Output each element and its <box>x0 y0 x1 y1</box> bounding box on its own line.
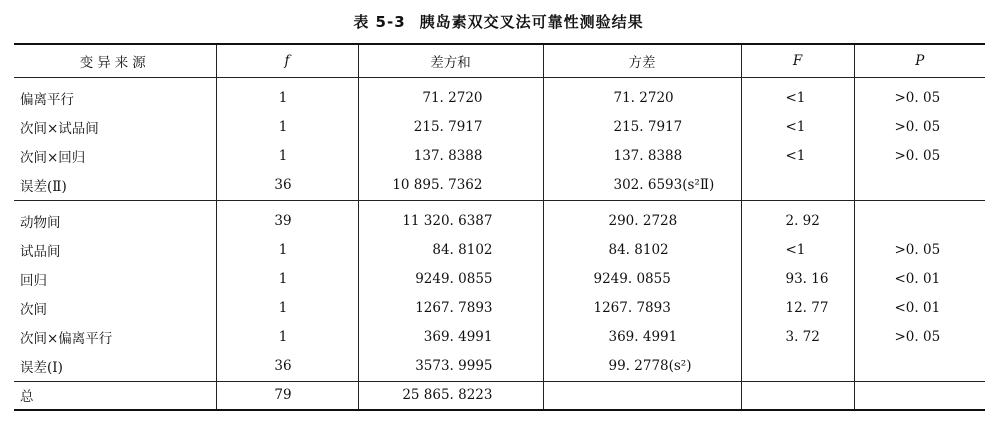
cell-P: >0. 05 <box>854 113 985 142</box>
cell-source: 次间×回归 <box>14 142 216 171</box>
cell-source: 偏离平行 <box>14 77 216 113</box>
cell-source: 次间×偏离平行 <box>14 323 216 352</box>
cell-source: 误差(Ⅱ) <box>14 171 216 201</box>
cell-P <box>854 352 985 382</box>
table-row <box>14 294 985 323</box>
cell-ms: 71. 2720 <box>543 77 741 113</box>
cell-ss: 9249. 0855 <box>358 265 543 294</box>
table-number: 表 5-3 <box>353 13 406 31</box>
cell-F <box>741 381 854 410</box>
group-2 <box>14 200 985 381</box>
cell-source: 动物间 <box>14 200 216 236</box>
cell-ss: 10 895. 7362 <box>358 171 543 201</box>
cell-source: 回归 <box>14 265 216 294</box>
cell-ss: 215. 7917 <box>358 113 543 142</box>
table-row <box>14 265 985 294</box>
cell-F: <1 <box>741 236 854 265</box>
cell-F: 2. 92 <box>741 200 854 236</box>
cell-F: 3. 72 <box>741 323 854 352</box>
table-caption: 胰岛素双交叉法可靠性测验结果 <box>419 13 644 31</box>
cell-ss: 71. 2720 <box>358 77 543 113</box>
table-row <box>14 142 985 171</box>
header-F: F <box>741 44 854 77</box>
header-source: 变异来源 <box>14 44 216 77</box>
cell-P <box>854 171 985 201</box>
cell-F: <1 <box>741 142 854 171</box>
results-table <box>14 43 985 411</box>
cell-ms: 1267. 7893 <box>543 294 741 323</box>
cell-f: 36 <box>216 352 358 382</box>
cell-source: 总 <box>14 381 216 410</box>
table-row <box>14 113 985 142</box>
table-row <box>14 323 985 352</box>
cell-ms: 9249. 0855 <box>543 265 741 294</box>
cell-f: 1 <box>216 265 358 294</box>
cell-F: 93. 16 <box>741 265 854 294</box>
table-row <box>14 200 985 236</box>
cell-ms: 215. 7917 <box>543 113 741 142</box>
header-f: f <box>216 44 358 77</box>
cell-source: 次间×试品间 <box>14 113 216 142</box>
cell-P <box>854 381 985 410</box>
cell-ss: 84. 8102 <box>358 236 543 265</box>
cell-ss: 137. 8388 <box>358 142 543 171</box>
cell-f: 1 <box>216 323 358 352</box>
cell-ms <box>543 381 741 410</box>
table-row <box>14 236 985 265</box>
table-row <box>14 171 985 201</box>
cell-f: 1 <box>216 142 358 171</box>
cell-f: 1 <box>216 113 358 142</box>
total-row <box>14 381 985 410</box>
group-1 <box>14 77 985 200</box>
cell-f: 1 <box>216 236 358 265</box>
cell-f: 39 <box>216 200 358 236</box>
header-row <box>14 44 985 77</box>
cell-source: 试品间 <box>14 236 216 265</box>
header-ms: 方差 <box>543 44 741 77</box>
cell-P: >0. 05 <box>854 323 985 352</box>
table-row <box>14 77 985 113</box>
table-row <box>14 352 985 382</box>
cell-P: >0. 05 <box>854 236 985 265</box>
cell-F: 12. 77 <box>741 294 854 323</box>
header-P: P <box>854 44 985 77</box>
total-group <box>14 381 985 410</box>
cell-source: 次间 <box>14 294 216 323</box>
cell-ms: 84. 8102 <box>543 236 741 265</box>
cell-ss: 3573. 9995 <box>358 352 543 382</box>
cell-P: >0. 05 <box>854 142 985 171</box>
cell-P <box>854 200 985 236</box>
cell-ss: 369. 4991 <box>358 323 543 352</box>
cell-F: <1 <box>741 113 854 142</box>
cell-F <box>741 171 854 201</box>
cell-P: <0. 01 <box>854 265 985 294</box>
cell-ms: 369. 4991 <box>543 323 741 352</box>
cell-ms: 290. 2728 <box>543 200 741 236</box>
cell-f: 79 <box>216 381 358 410</box>
cell-f: 1 <box>216 77 358 113</box>
cell-ss: 1267. 7893 <box>358 294 543 323</box>
table-title <box>0 11 997 32</box>
cell-P: >0. 05 <box>854 77 985 113</box>
cell-source: 误差(Ⅰ) <box>14 352 216 382</box>
cell-f: 1 <box>216 294 358 323</box>
cell-F <box>741 352 854 382</box>
cell-ms: 137. 8388 <box>543 142 741 171</box>
cell-ss: 25 865. 8223 <box>358 381 543 410</box>
header-ss: 差方和 <box>358 44 543 77</box>
cell-ms: 99. 2778(s²) <box>543 352 741 382</box>
cell-ss: 11 320. 6387 <box>358 200 543 236</box>
cell-P: <0. 01 <box>854 294 985 323</box>
cell-ms: 302. 6593(s²Ⅱ) <box>543 171 741 201</box>
cell-f: 36 <box>216 171 358 201</box>
cell-F: <1 <box>741 77 854 113</box>
